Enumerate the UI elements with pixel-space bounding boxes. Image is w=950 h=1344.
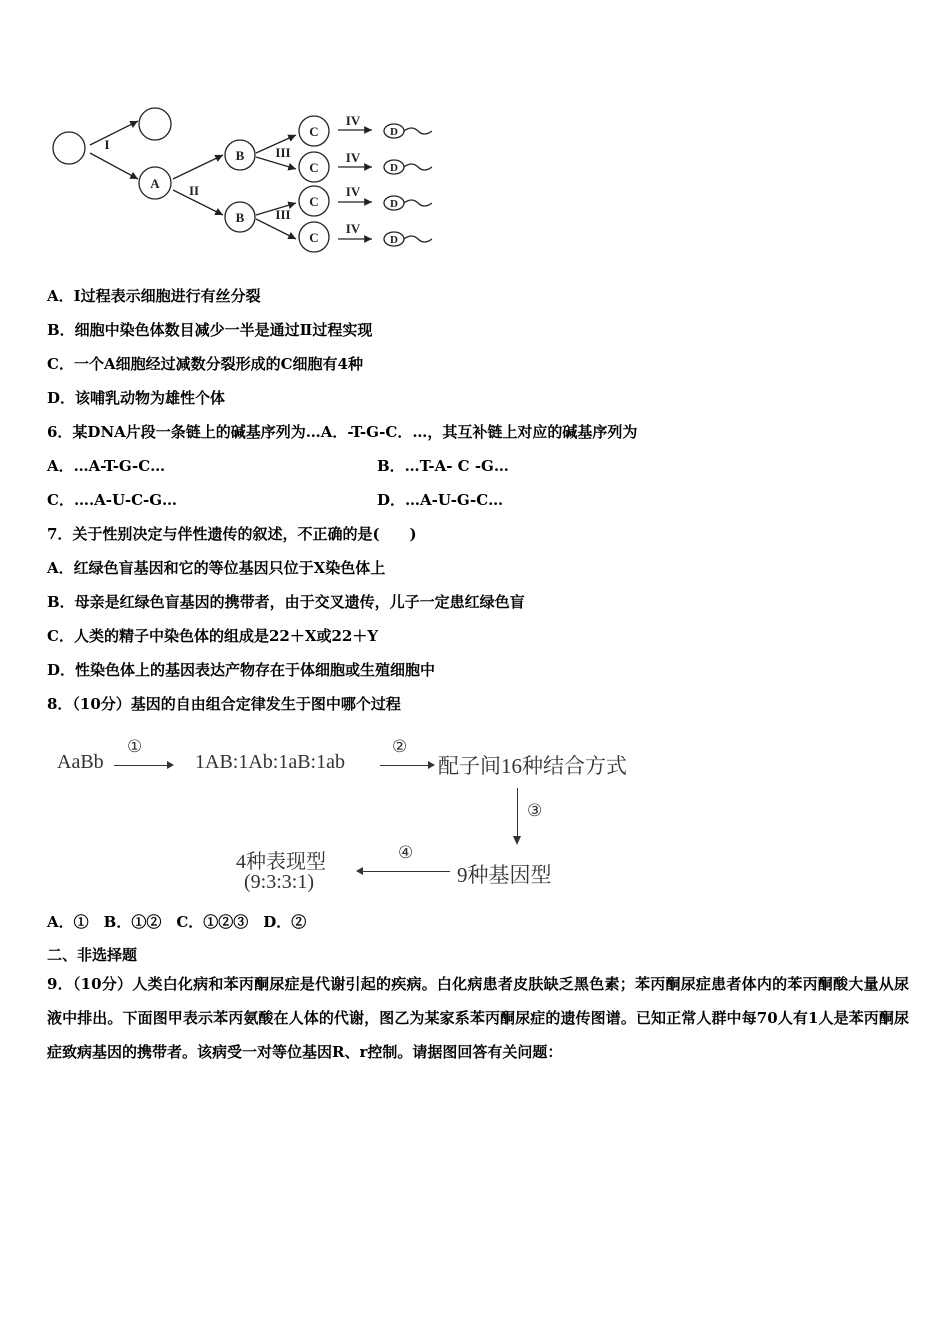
q8-stem: 8．（10分）基因的自由组合定律发生于图中哪个过程 xyxy=(47,695,401,713)
genotype-count: 9种基因型 xyxy=(457,863,552,887)
cell-c-label: C xyxy=(309,194,319,209)
process-4-label: IV xyxy=(345,150,361,165)
q6-option-c: C．….A-U-C-G… xyxy=(47,491,178,509)
process-4-label: IV xyxy=(345,184,361,199)
q5-option-b: B．细胞中染色体数目减少一半是通过Ⅱ过程实现 xyxy=(47,321,373,339)
process-3-label: III xyxy=(275,145,291,160)
process-3-label: III xyxy=(275,207,291,222)
cell-d-label: D xyxy=(390,126,398,138)
cell-c-label: C xyxy=(309,124,319,139)
cell-a-label: A xyxy=(150,176,160,191)
q7-option-c: C．人类的精子中染色体的组成是22＋X或22＋Y xyxy=(47,627,379,645)
q7-option-d: D．性染色体上的基因表达产物存在于体细胞或生殖细胞中 xyxy=(47,661,436,679)
q7-option-b: B．母亲是红绿色盲基因的携带者，由于交叉遗传，儿子一定患红绿色盲 xyxy=(47,593,525,611)
meiosis-diagram xyxy=(40,95,460,260)
cell-d-label: D xyxy=(390,198,398,210)
section-heading: 二、非选择题 xyxy=(47,946,138,964)
process-1-label: I xyxy=(104,137,110,152)
q5-option-c: C．一个A细胞经过减数分裂形成的C细胞有4种 xyxy=(47,355,363,373)
q7-stem: 7．关于性别决定与伴性遗传的叙述，不正确的是( ) xyxy=(47,525,417,543)
q6-option-a: A．…A-T-G-C… xyxy=(47,457,166,475)
gamete-ratio: 1AB:1Ab:1aB:1ab xyxy=(195,751,345,773)
step-4-label: ④ xyxy=(398,843,414,862)
step-1-label: ① xyxy=(127,737,143,756)
genotype-start: AaBb xyxy=(57,751,104,773)
q6-stem: 6．某DNA片段一条链上的碱基序列为…A．-T-G-C．…，其互补链上对应的碱基序列为 xyxy=(47,423,638,441)
cell-d-label: D xyxy=(390,162,398,174)
process-2-label: II xyxy=(188,183,200,198)
q9-text: 9．（10分）人类白化病和苯丙酮尿症是代谢引起的疾病。白化病患者皮肤缺乏黑色素；苯丙酮尿症患者体内的苯丙酮酸大量从尿液中排出。下面图甲表示苯丙氨酸在人体的代谢，图乙为某家系苯丙酮尿症的遗传图谱。已知正常人群中每70人有1人是苯丙酮尿症致病基因的携带者。该病受一对等位基因R、r控制。请据图回答有关问题： xyxy=(47,975,909,1061)
cell-c-label: C xyxy=(309,230,319,245)
q7-option-a: A．红绿色盲基因和它的等位基因只位于X染色体上 xyxy=(47,559,386,577)
cell-c-label: C xyxy=(309,160,319,175)
process-4-label: IV xyxy=(345,113,361,128)
process-4-label: IV xyxy=(345,221,361,236)
step-3-label: ③ xyxy=(527,801,543,820)
cell-b-label: B xyxy=(235,148,245,163)
q8-options: A．① B．①② C．①②③ D．② xyxy=(47,913,307,931)
phenotype-count: 4种表现型 xyxy=(236,851,326,873)
q6-option-b: B．…T-A- C -G… xyxy=(377,457,509,475)
cell-b-label: B xyxy=(235,210,245,225)
q6-option-d: D．…A-U-G-C… xyxy=(377,491,504,509)
phenotype-ratio: (9:3:3:1) xyxy=(244,871,314,893)
cell-d-label: D xyxy=(390,234,398,246)
step-2-label: ② xyxy=(392,737,408,756)
combination-count: 配子间16种结合方式 xyxy=(438,754,627,778)
q5-option-d: D．该哺乳动物为雄性个体 xyxy=(47,389,226,407)
q5-option-a: A．Ⅰ过程表示细胞进行有丝分裂 xyxy=(47,287,261,305)
